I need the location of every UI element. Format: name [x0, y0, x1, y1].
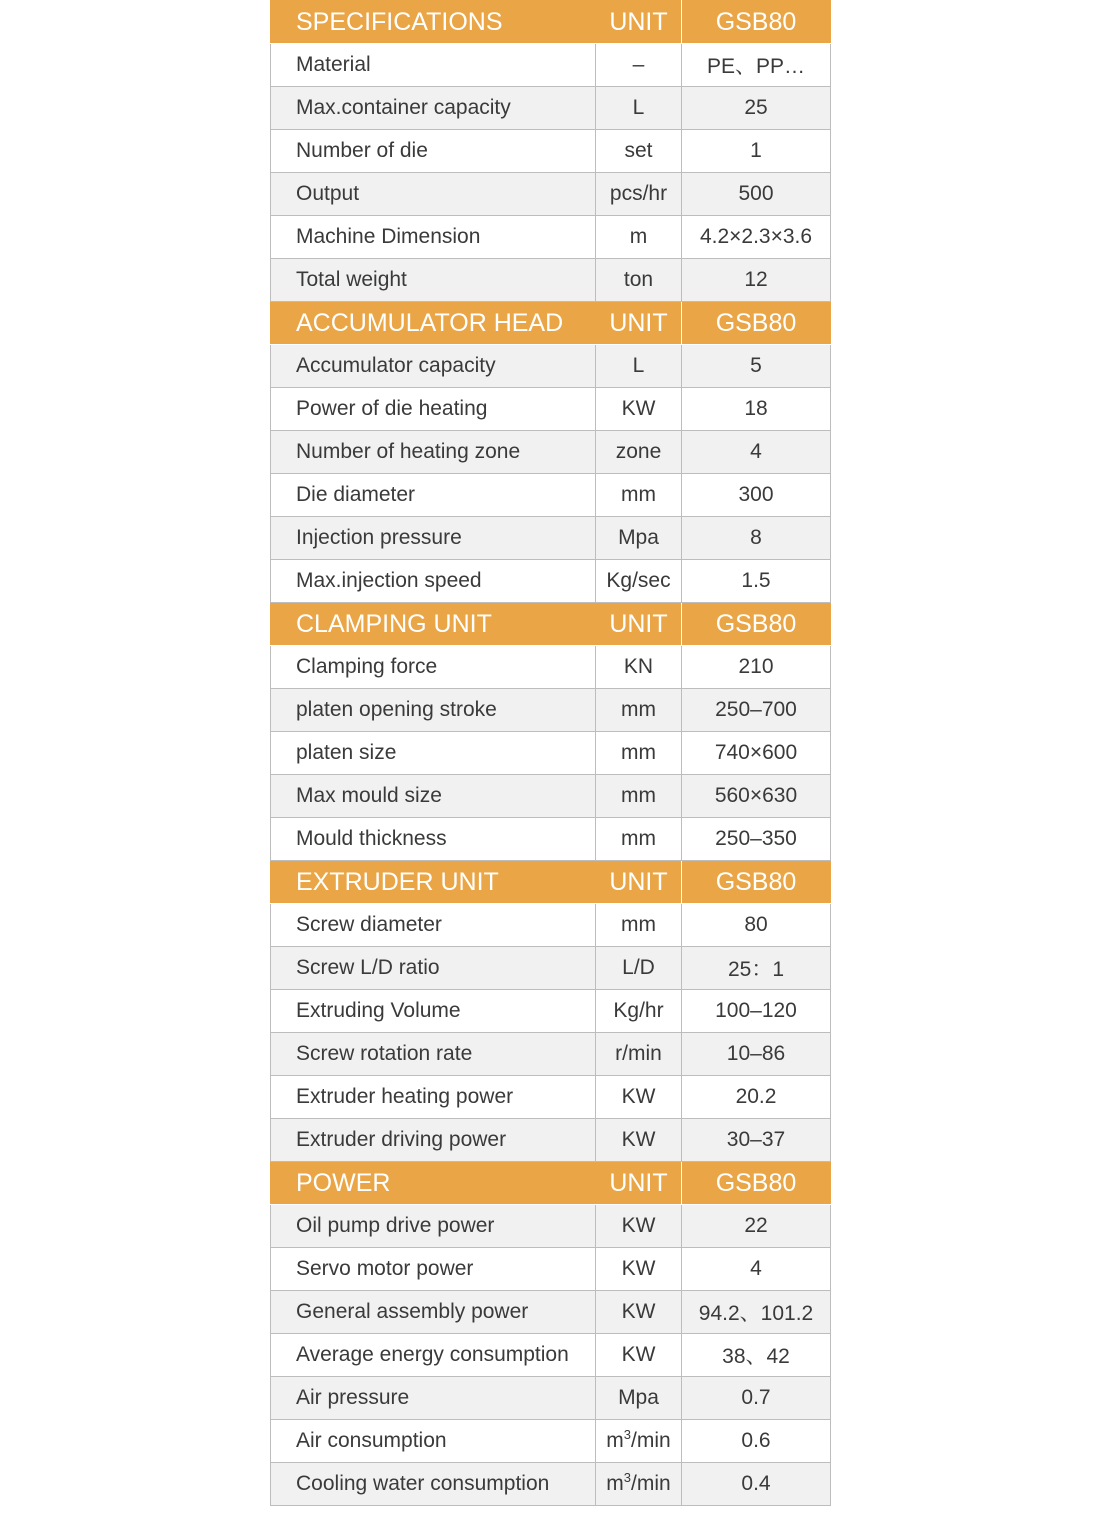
- spec-name: Die diameter: [271, 474, 596, 517]
- unit-base: m: [606, 1472, 624, 1495]
- spec-name: Screw L/D ratio: [271, 947, 596, 990]
- spec-unit: pcs/hr: [596, 173, 682, 216]
- spec-value: 210: [682, 646, 831, 689]
- table-row: [271, 1291, 831, 1334]
- section-header: [271, 1, 831, 44]
- spec-value: 4: [682, 1248, 831, 1291]
- spec-unit: KW: [596, 388, 682, 431]
- spec-unit: r/min: [596, 1033, 682, 1076]
- table-row: [271, 44, 831, 87]
- spec-unit: Kg/hr: [596, 990, 682, 1033]
- table-row: [271, 216, 831, 259]
- table-row: [271, 646, 831, 689]
- unit-column-header: UNIT: [596, 861, 682, 904]
- spec-value: 4: [682, 431, 831, 474]
- spec-name: Machine Dimension: [271, 216, 596, 259]
- section-title: POWER: [271, 1162, 596, 1205]
- unit-exponent: 3: [623, 1470, 632, 1485]
- model-column-header: GSB80: [682, 1, 831, 44]
- spec-unit: mm: [596, 818, 682, 861]
- unit-exponent: 3: [623, 1427, 632, 1442]
- spec-value: 80: [682, 904, 831, 947]
- table-row: [271, 1420, 831, 1463]
- spec-unit: mm: [596, 904, 682, 947]
- spec-unit: KN: [596, 646, 682, 689]
- table-row: [271, 1119, 831, 1162]
- spec-unit: ton: [596, 259, 682, 302]
- table-row: [271, 1033, 831, 1076]
- spec-name: Output: [271, 173, 596, 216]
- table-row: [271, 947, 831, 990]
- model-column-header: GSB80: [682, 1162, 831, 1205]
- spec-value: 0.4: [682, 1463, 831, 1506]
- spec-name: Extruder driving power: [271, 1119, 596, 1162]
- spec-unit: Kg/sec: [596, 560, 682, 603]
- spec-unit: KW: [596, 1076, 682, 1119]
- table-row: [271, 990, 831, 1033]
- spec-name: Max.injection speed: [271, 560, 596, 603]
- spec-unit: Mpa: [596, 1377, 682, 1420]
- section-header: [271, 603, 831, 646]
- unit-column-header: UNIT: [596, 1, 682, 44]
- spec-name: Air consumption: [271, 1420, 596, 1463]
- table-row: [271, 1334, 831, 1377]
- spec-value: 740×600: [682, 732, 831, 775]
- section-title: ACCUMULATOR HEAD: [271, 302, 596, 345]
- section-header: [271, 861, 831, 904]
- spec-value: 0.6: [682, 1420, 831, 1463]
- unit-suffix: /min: [631, 1472, 671, 1495]
- section-title: EXTRUDER UNIT: [271, 861, 596, 904]
- spec-value: 18: [682, 388, 831, 431]
- model-column-header: GSB80: [682, 302, 831, 345]
- spec-value: 10–86: [682, 1033, 831, 1076]
- section-title: CLAMPING UNIT: [271, 603, 596, 646]
- spec-value: 25: [682, 87, 831, 130]
- spec-value: 4.2×2.3×3.6: [682, 216, 831, 259]
- table-row: [271, 1463, 831, 1506]
- spec-unit: KW: [596, 1248, 682, 1291]
- table-row: [271, 388, 831, 431]
- spec-value: 20.2: [682, 1076, 831, 1119]
- spec-name: Total weight: [271, 259, 596, 302]
- spec-value: 94.2、101.2: [682, 1291, 831, 1334]
- table-row: [271, 775, 831, 818]
- table-row: [271, 345, 831, 388]
- spec-value: 12: [682, 259, 831, 302]
- spec-unit: zone: [596, 431, 682, 474]
- spec-name: Power of die heating: [271, 388, 596, 431]
- spec-name: Clamping force: [271, 646, 596, 689]
- unit-column-header: UNIT: [596, 603, 682, 646]
- table-row: [271, 517, 831, 560]
- spec-name: Extruding Volume: [271, 990, 596, 1033]
- table-row: [271, 1377, 831, 1420]
- spec-unit: mm: [596, 732, 682, 775]
- spec-value: 250–350: [682, 818, 831, 861]
- table-row: [271, 1248, 831, 1291]
- table-row: [271, 818, 831, 861]
- spec-value: 0.7: [682, 1377, 831, 1420]
- spec-name: Number of heating zone: [271, 431, 596, 474]
- unit-column-header: UNIT: [596, 1162, 682, 1205]
- spec-value: 25：1: [682, 947, 831, 990]
- table-row: [271, 474, 831, 517]
- table-row: [271, 1205, 831, 1248]
- spec-name: platen opening stroke: [271, 689, 596, 732]
- spec-name: Injection pressure: [271, 517, 596, 560]
- spec-unit: mm: [596, 474, 682, 517]
- model-column-header: GSB80: [682, 861, 831, 904]
- unit-column-header: UNIT: [596, 302, 682, 345]
- spec-name: Extruder heating power: [271, 1076, 596, 1119]
- spec-name: Average energy consumption: [271, 1334, 596, 1377]
- spec-name: Max.container capacity: [271, 87, 596, 130]
- spec-unit: KW: [596, 1291, 682, 1334]
- spec-unit: KW: [596, 1119, 682, 1162]
- spec-unit: –: [596, 44, 682, 87]
- spec-value: 100–120: [682, 990, 831, 1033]
- spec-name: Air pressure: [271, 1377, 596, 1420]
- spec-name: Accumulator capacity: [271, 345, 596, 388]
- spec-unit: L/D: [596, 947, 682, 990]
- table-row: [271, 689, 831, 732]
- spec-table: [270, 0, 831, 1506]
- table-row: [271, 431, 831, 474]
- spec-sheet: [270, 0, 830, 1506]
- section-header: [271, 302, 831, 345]
- spec-unit: L: [596, 87, 682, 130]
- spec-name: Oil pump drive power: [271, 1205, 596, 1248]
- spec-value: 30–37: [682, 1119, 831, 1162]
- spec-table-body: [271, 1, 831, 1506]
- spec-unit: Mpa: [596, 517, 682, 560]
- model-column-header: GSB80: [682, 603, 831, 646]
- spec-value: 250–700: [682, 689, 831, 732]
- spec-name: Max mould size: [271, 775, 596, 818]
- table-row: [271, 560, 831, 603]
- spec-unit: mm: [596, 689, 682, 732]
- spec-unit: mm: [596, 775, 682, 818]
- spec-name: platen size: [271, 732, 596, 775]
- spec-value: 560×630: [682, 775, 831, 818]
- spec-name: General assembly power: [271, 1291, 596, 1334]
- unit-suffix: /min: [631, 1429, 671, 1452]
- spec-value: 300: [682, 474, 831, 517]
- spec-name: Screw diameter: [271, 904, 596, 947]
- section-title: SPECIFICATIONS: [271, 1, 596, 44]
- table-row: [271, 173, 831, 216]
- section-header: [271, 1162, 831, 1205]
- unit-base: m: [606, 1429, 624, 1452]
- spec-value: 1.5: [682, 560, 831, 603]
- table-row: [271, 87, 831, 130]
- spec-value: 38、42: [682, 1334, 831, 1377]
- spec-name: Mould thickness: [271, 818, 596, 861]
- spec-unit: L: [596, 345, 682, 388]
- spec-name: Number of die: [271, 130, 596, 173]
- table-row: [271, 732, 831, 775]
- spec-name: Servo motor power: [271, 1248, 596, 1291]
- spec-value: 5: [682, 345, 831, 388]
- table-row: [271, 904, 831, 947]
- spec-unit: [596, 1463, 682, 1506]
- spec-name: Cooling water consumption: [271, 1463, 596, 1506]
- spec-name: Screw rotation rate: [271, 1033, 596, 1076]
- table-row: [271, 130, 831, 173]
- spec-value: PE、PP…: [682, 44, 831, 87]
- spec-value: 8: [682, 517, 831, 560]
- table-row: [271, 1076, 831, 1119]
- spec-unit: set: [596, 130, 682, 173]
- spec-value: 1: [682, 130, 831, 173]
- spec-unit: KW: [596, 1205, 682, 1248]
- spec-unit: KW: [596, 1334, 682, 1377]
- table-row: [271, 259, 831, 302]
- spec-value: 500: [682, 173, 831, 216]
- spec-value: 22: [682, 1205, 831, 1248]
- spec-unit: [596, 1420, 682, 1463]
- spec-unit: m: [596, 216, 682, 259]
- spec-name: Material: [271, 44, 596, 87]
